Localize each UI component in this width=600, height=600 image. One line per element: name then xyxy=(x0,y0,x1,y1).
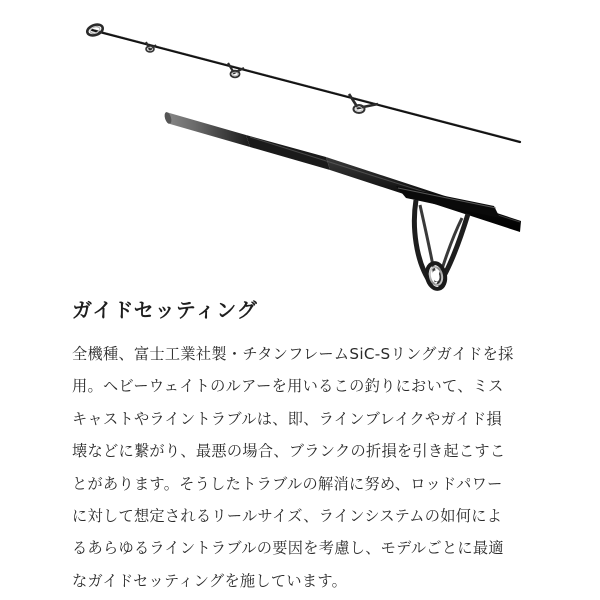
description-line: るあらゆるライントラブルの要因を考慮し、モデルごとに最適 xyxy=(72,539,504,558)
guide-2-icon xyxy=(228,63,244,77)
description-line: 壊などに繋がり、最悪の場合、ブランクの折損を引き起こすこ xyxy=(72,442,506,461)
guide-1-icon xyxy=(146,42,156,52)
description-paragraph xyxy=(72,338,542,597)
section-heading: ガイドセッティング xyxy=(72,298,258,322)
description-line: とがあります。そうしたトラブルの解消に努め、ロッドパワー xyxy=(72,474,503,493)
description-line: 用。ヘビーウェイトのルアーを用いるこの釣りにおいて、ミス xyxy=(72,377,504,396)
description-line: 全機種、富士工業社製・チタンフレームSiC-Sリングガイドを採 xyxy=(72,345,514,363)
description-line: に対して想定されるリールサイズ、ラインシステムの如何によ xyxy=(72,506,503,525)
stripping-guide-icon xyxy=(396,186,500,291)
description-line: なガイドセッティングを施しています。 xyxy=(72,571,348,590)
description-line: キャストやライントラブルは、即、ラインブレイクやガイド損 xyxy=(72,409,503,428)
